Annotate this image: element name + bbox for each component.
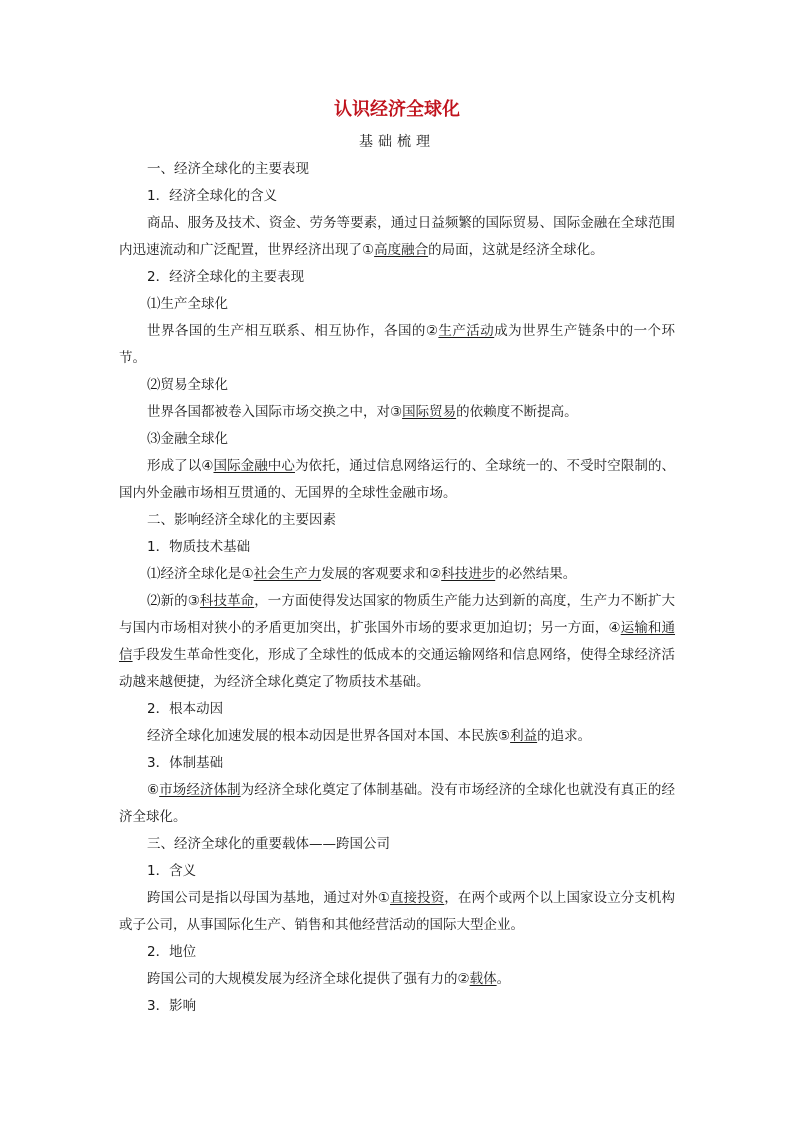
blank-answer: 国际金融中心 xyxy=(213,458,295,474)
s2-p1-item-2: ⑵新的③科技革命，一方面使得发达国家的物质生产能力达到新的高度，生产力不断扩大与国内市场相对狭小的矛盾更加突出，扩张国外市场的要求更加迫切；另一方面，④运输和通信手段发生革命性变化，形成了全球性的低成本的交通运输网络和信息网络，使得全球经济活动越来越便捷，为经济全球化奠定了物质技术基础。 xyxy=(119,593,676,690)
production-text: 世界各国的生产相互联系、相互协作，各国的②生产活动成为世界生产链条中的一个环节。 xyxy=(119,323,676,366)
s3-p1-text: 跨国公司是指以母国为基地，通过对外①直接投资，在两个或两个以上国家设立分支机构或子公司，从事国际化生产、销售和其他经营活动的国际大型企业。 xyxy=(119,890,676,933)
finance-text: 形成了以④国际金融中心为依托，通过信息网络运行的、全球统一的、不受时空限制的、国内外金融市场相互贯通的、无国界的全球性金融市场。 xyxy=(119,458,676,501)
blank-answer: 科技革命 xyxy=(199,593,255,609)
trade-heading: ⑵贸易全球化 xyxy=(147,377,228,393)
s2-p2-text: 经济全球化加速发展的根本动因是世界各国对本国、本民族⑤利益的追求。 xyxy=(147,728,592,744)
blank-answer: 社会生产力 xyxy=(253,566,322,582)
blank-answer: 载体 xyxy=(469,971,497,987)
blank-answer: 高度融合 xyxy=(374,242,429,258)
s3-p2-heading: 2．地位 xyxy=(147,944,197,960)
blank-answer: 利益 xyxy=(510,728,538,744)
s1-p2-heading: 2．经济全球化的主要表现 xyxy=(147,269,305,285)
s3-p3-heading: 3．影响 xyxy=(147,998,197,1014)
s3-p1-heading: 1．含义 xyxy=(147,863,197,879)
document-title: 认识经济全球化 xyxy=(334,99,460,120)
s1-p1-text: 商品、服务及技术、资金、劳务等要素，通过日益频繁的国际贸易、国际金融在全球范围内迅速流动和广泛配置，世界经济出现了①高度融合的局面，这就是经济全球化。 xyxy=(119,215,675,258)
s2-p3-text: ⑥市场经济体制为经济全球化奠定了体制基础。没有市场经济的全球化也就没有真正的经济全球化。 xyxy=(119,782,676,825)
section-1-heading: 一、经济全球化的主要表现 xyxy=(147,161,309,177)
s2-p3-heading: 3．体制基础 xyxy=(147,755,224,771)
document-subtitle: 基础梳理 xyxy=(359,134,435,150)
production-heading: ⑴生产全球化 xyxy=(147,296,228,312)
s3-p2-text: 跨国公司的大规模发展为经济全球化提供了强有力的②载体。 xyxy=(147,971,511,987)
s2-p1-heading: 1．物质技术基础 xyxy=(147,539,251,555)
s1-p1-heading: 1．经济全球化的含义 xyxy=(147,188,278,204)
document-page xyxy=(119,98,675,1020)
blank-answer: 市场经济体制 xyxy=(159,782,241,798)
section-3-heading: 三、经济全球化的重要载体——跨国公司 xyxy=(147,836,390,852)
s2-p1-item-1: ⑴经济全球化是①社会生产力发展的客观要求和②科技进步的必然结果。 xyxy=(147,566,577,582)
section-2-heading: 二、影响经济全球化的主要因素 xyxy=(147,512,336,528)
blank-answer: 生产活动 xyxy=(438,323,495,339)
finance-heading: ⑶金融全球化 xyxy=(147,431,228,447)
blank-answer: 国际贸易 xyxy=(402,404,457,420)
blank-answer: 运输和通信 xyxy=(119,620,676,663)
blank-answer: 科技进步 xyxy=(441,566,496,582)
s2-p2-heading: 2．根本动因 xyxy=(147,701,224,717)
blank-answer: 直接投资 xyxy=(389,890,445,906)
trade-text: 世界各国都被卷入国际市场交换之中，对③国际贸易的依赖度不断提高。 xyxy=(147,404,578,420)
